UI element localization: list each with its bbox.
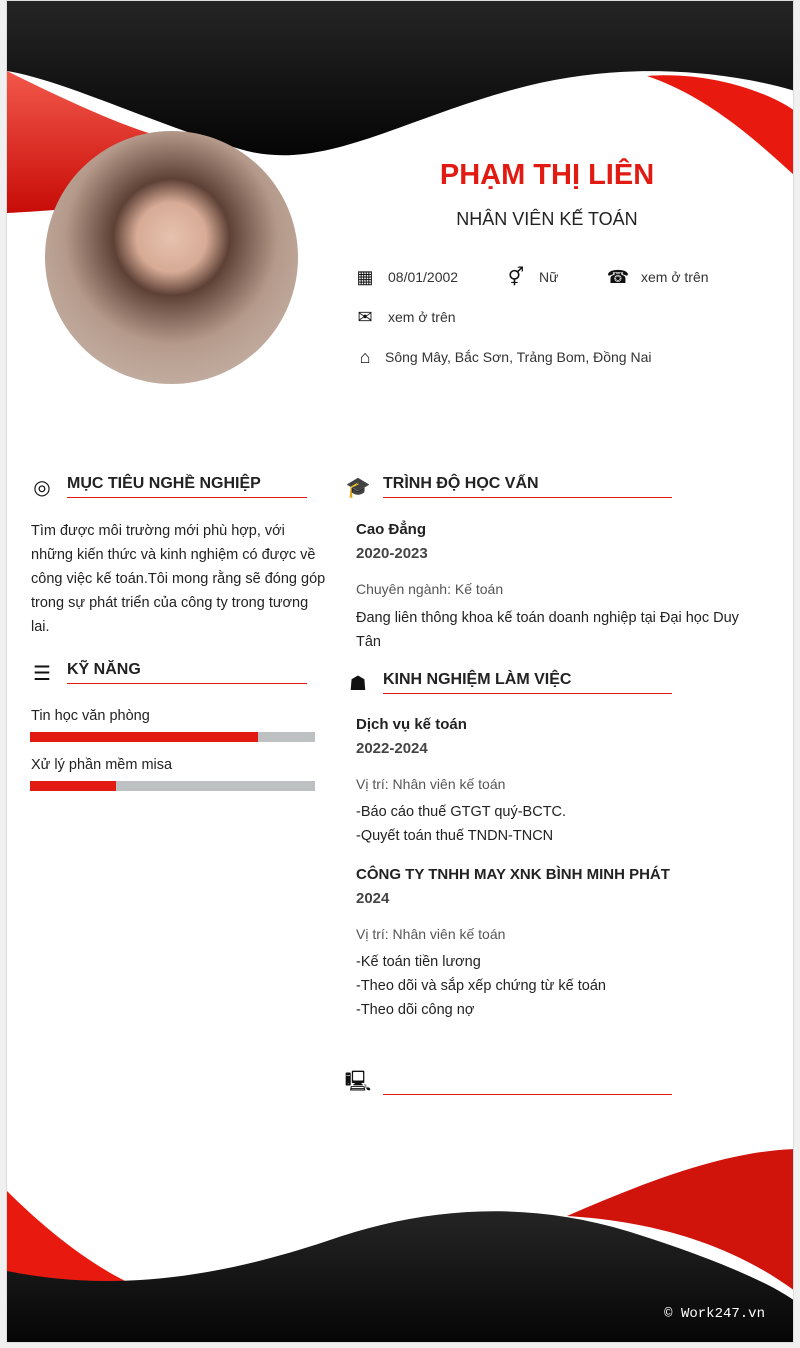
edu-years: 2020-2023 (356, 545, 428, 562)
footer-credit: © Work247.vn (664, 1306, 765, 1322)
job-position: Vị trí: Nhân viên kế toán (356, 926, 506, 942)
skill-label: Xử lý phần mềm misa (31, 757, 173, 773)
job-duty: -Quyết toán thuế TNDN-TNCN (356, 828, 554, 844)
job-company: CÔNG TY TNHH MAY XNK BÌNH MINH PHÁT (356, 866, 670, 883)
empty-section-heading (344, 1065, 672, 1095)
edu-major: Chuyên ngành: Kế toán (356, 581, 504, 597)
job-duty: -Theo dõi và sắp xếp chứng từ kế toán (356, 978, 606, 994)
edu-school: Cao Đẳng (356, 521, 427, 538)
job-title: NHÂN VIÊN KẾ TOÁN (456, 209, 638, 229)
skill-bar-fill (30, 732, 258, 742)
skill-label: Tin học văn phòng (31, 708, 150, 724)
location-pin-icon: ⌂ (359, 346, 371, 367)
skill-bar (30, 732, 315, 742)
skills-heading-label: KỸ NĂNG (67, 661, 307, 684)
cv-page (6, 0, 794, 1343)
head-gear-icon: ☗ (349, 672, 367, 695)
skill-bar (30, 781, 315, 791)
profile-photo (45, 131, 298, 384)
job-duty: -Kế toán tiền lương (356, 954, 481, 970)
skills-heading (31, 661, 307, 684)
education-heading-label: TRÌNH ĐỘ HỌC VẤN (383, 475, 672, 498)
job-years: 2022-2024 (356, 740, 428, 757)
address-field (354, 346, 652, 368)
skill-bar-fill (30, 781, 116, 791)
job-company: Dịch vụ kế toán (356, 716, 467, 733)
gender-icon: ⚥ (507, 266, 525, 287)
job-position: Vị trí: Nhân viên kế toán (356, 776, 506, 792)
graduation-cap-icon: 🎓 (345, 476, 371, 499)
gender-value: Nữ (539, 269, 559, 285)
candidate-name: PHẠM THỊ LIÊN (439, 159, 655, 191)
target-icon: ◎ (33, 476, 51, 499)
phone-value: xem ở trên (641, 269, 709, 285)
objective-heading-label: MỤC TIÊU NGHỀ NGHIỆP (67, 475, 307, 498)
calendar-icon: ▦ (356, 266, 374, 287)
job-years: 2024 (356, 890, 390, 907)
gender-field (505, 266, 558, 288)
empty-heading-label (383, 1065, 672, 1095)
experience-heading-label: KINH NGHIỆM LÀM VIỆC (383, 671, 672, 694)
phone-field (607, 266, 709, 288)
dob-value: 08/01/2002 (388, 269, 459, 285)
computer-icon: 🖳 (344, 1071, 372, 1093)
job-duty: -Báo cáo thuế GTGT quý-BCTC. (356, 804, 567, 820)
mail-icon: ✉ (357, 306, 373, 327)
dob-field (354, 266, 458, 288)
email-field (354, 306, 456, 328)
list-icon: ☰ (33, 662, 51, 685)
objective-heading (31, 475, 307, 498)
education-heading (347, 475, 672, 498)
job-duty: -Theo dõi công nợ (356, 1002, 475, 1018)
experience-heading (347, 671, 672, 694)
edu-note: Đang liên thông khoa kế toán doanh nghiệp tại Đại học Duy Tân (356, 610, 739, 650)
phone-icon: ☎ (606, 266, 630, 287)
email-value: xem ở trên (388, 309, 456, 325)
address-value: Sông Mây, Bắc Sơn, Trảng Bom, Đồng Nai (385, 349, 652, 365)
objective-text: Tìm được môi trường mới phù hợp, với những kiến thức và kinh nghiệm có được về công việc kế toán.Tôi mong rằng sẽ đóng góp trong sự phát triển của công ty trong tương lai. (31, 523, 326, 635)
